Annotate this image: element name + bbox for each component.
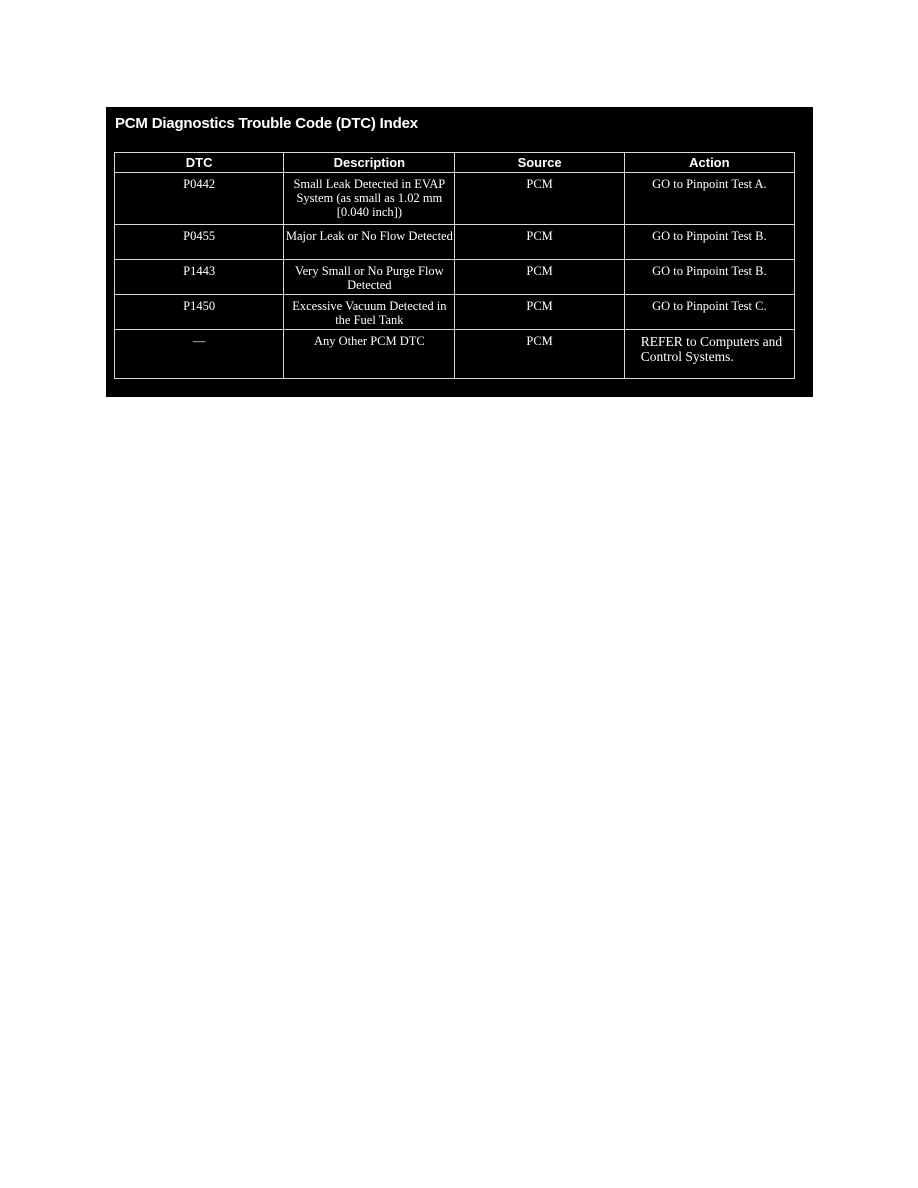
cell-description: Any Other PCM DTC: [284, 330, 455, 379]
cell-description: Excessive Vacuum Detected in the Fuel Tank: [284, 295, 455, 330]
cell-description: Very Small or No Purge Flow Detected: [284, 260, 455, 295]
cell-dtc: P1450: [115, 295, 284, 330]
cell-source: PCM: [455, 260, 624, 295]
cell-action: GO to Pinpoint Test C.: [624, 295, 794, 330]
cell-action: GO to Pinpoint Test A.: [624, 173, 794, 225]
cell-dtc: P1443: [115, 260, 284, 295]
table-header-row: [115, 153, 795, 173]
cell-source: PCM: [455, 173, 624, 225]
cell-dtc: P0442: [115, 173, 284, 225]
cell-description: Major Leak or No Flow Detected: [284, 225, 455, 260]
table-row: [115, 225, 795, 260]
header-action: Action: [624, 153, 794, 173]
header-dtc: DTC: [115, 153, 284, 173]
table-row: [115, 330, 795, 379]
cell-dtc: —: [115, 330, 284, 379]
cell-dtc: P0455: [115, 225, 284, 260]
cell-action: GO to Pinpoint Test B.: [624, 260, 794, 295]
cell-description: Small Leak Detected in EVAP System (as small as 1.02 mm [0.040 inch]): [284, 173, 455, 225]
dtc-index-panel: [106, 107, 813, 397]
cell-source: PCM: [455, 225, 624, 260]
header-description: Description: [284, 153, 455, 173]
panel-title: PCM Diagnostics Trouble Code (DTC) Index: [115, 115, 418, 132]
table-row: [115, 173, 795, 225]
cell-source: PCM: [455, 330, 624, 379]
cell-action: GO to Pinpoint Test B.: [624, 225, 794, 260]
cell-action: REFER to Computers and Control Systems.: [624, 330, 794, 379]
header-source: Source: [455, 153, 624, 173]
cell-source: PCM: [455, 295, 624, 330]
dtc-table: [114, 152, 795, 379]
table-row: [115, 295, 795, 330]
table-row: [115, 260, 795, 295]
